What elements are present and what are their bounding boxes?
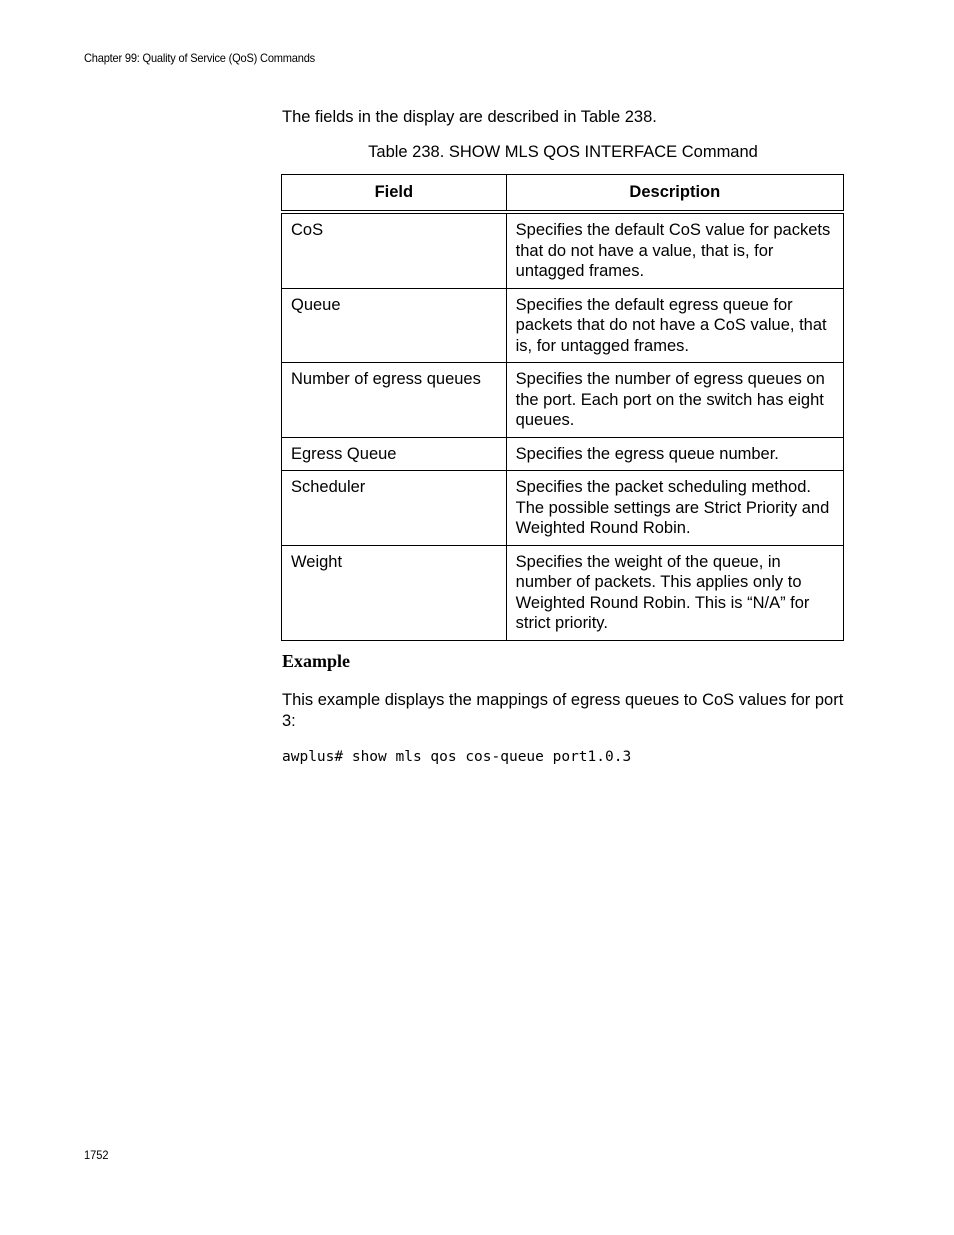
table-caption: Table 238. SHOW MLS QOS INTERFACE Command xyxy=(368,143,758,161)
field-cell: Queue xyxy=(282,288,507,363)
table-row xyxy=(282,545,844,640)
column-header-field: Field xyxy=(282,175,507,213)
fields-table xyxy=(281,174,844,641)
table-row xyxy=(282,212,844,288)
field-cell: Number of egress queues xyxy=(282,363,507,438)
description-cell: Specifies the default egress queue for packets that do not have a CoS value, that is, for untagged frames. xyxy=(506,288,843,363)
column-header-description: Description xyxy=(506,175,843,213)
field-cell: Scheduler xyxy=(282,471,507,546)
description-cell: Specifies the default CoS value for packets that do not have a value, that is, for untagged frames. xyxy=(506,212,843,288)
description-cell: Specifies the number of egress queues on the port. Each port on the switch has eight queues. xyxy=(506,363,843,438)
description-cell: Specifies the weight of the queue, in number of packets. This applies only to Weighted Round Robin. This is “N/A” for strict priority. xyxy=(506,545,843,640)
field-cell: CoS xyxy=(282,212,507,288)
page-number: 1752 xyxy=(84,1148,109,1162)
table-row xyxy=(282,437,844,471)
table-row xyxy=(282,363,844,438)
command-example: awplus# show mls qos cos-queue port1.0.3 xyxy=(282,749,632,765)
running-header: Chapter 99: Quality of Service (QoS) Commands xyxy=(84,51,316,65)
field-cell: Egress Queue xyxy=(282,437,507,471)
intro-paragraph: The fields in the display are described in Table 238. xyxy=(282,108,657,126)
description-cell: Specifies the packet scheduling method. The possible settings are Strict Priority and Weighted Round Robin. xyxy=(506,471,843,546)
example-paragraph: This example displays the mappings of egress queues to CoS values for port 3: xyxy=(282,691,844,730)
table-row xyxy=(282,471,844,546)
field-cell: Weight xyxy=(282,545,507,640)
description-cell: Specifies the egress queue number. xyxy=(506,437,843,471)
example-heading: Example xyxy=(282,651,351,671)
table-header-row xyxy=(282,175,844,213)
table-row xyxy=(282,288,844,363)
